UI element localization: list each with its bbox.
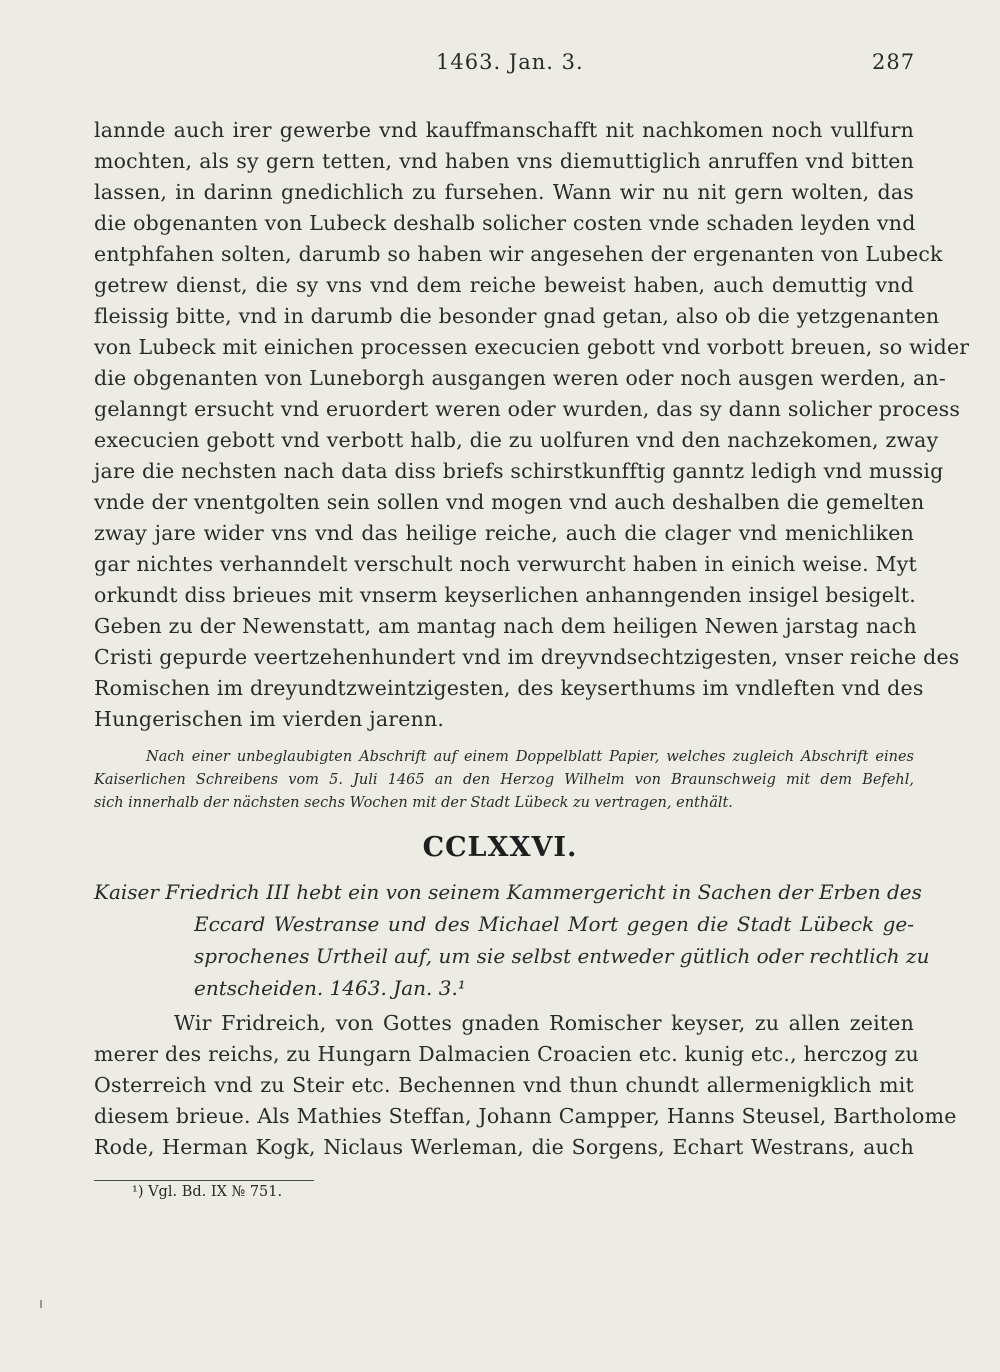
source-note-line: Kaiserlichen Schreibens vom 5. Juli 1465 an den Herzog Wilhelm von Braunschweig mit dem Befehl,: [94, 772, 914, 788]
body-line: execucien gebott vnd verbott halb, die zu uolfuren vnd den nachzekomen, zway: [94, 428, 939, 452]
body-line: Hungerischen im vierden jarenn.: [94, 707, 445, 731]
charter-line: diesem brieue. Als Mathies Steffan, Johann Campper, Hanns Steusel, Bartholome: [94, 1104, 957, 1128]
body-line: Romischen im dreyundtzweintzigesten, des keyserthums im vndleften vnd des: [94, 676, 924, 700]
body-line: Cristi gepurde veertzehenhundert vnd im dreyvndsechtzigesten, vnser reiche des: [94, 645, 960, 669]
source-note: [94, 746, 914, 815]
page-number: 287: [872, 50, 916, 74]
body-line: gelanngt ersucht vnd eruordert weren oder wurden, das sy dann solicher process: [94, 397, 961, 421]
document-number: CCLXXVI.: [422, 832, 578, 863]
body-line: von Lubeck mit einichen processen execucien gebott vnd vorbott breuen, so wider: [94, 335, 970, 359]
regest-line: Kaiser Friedrich III hebt ein von seinem Kammergericht in Sachen der Erben des: [94, 880, 922, 904]
charter-line: Osterreich vnd zu Steir etc. Bechennen vnd thun chundt allermenigklich mit: [94, 1073, 914, 1097]
running-head: [0, 50, 1000, 78]
body-line: zway jare wider vns vnd das heilige reiche, auch die clager vnd menichliken: [94, 521, 914, 545]
body-line: gar nichtes verhanndelt verschult noch verwurcht haben in einich weise. Myt: [94, 552, 917, 576]
paper-speck: [40, 1300, 42, 1308]
regest-line: sprochenes Urtheil auf, um sie selbst entweder gütlich oder rechtlich zu: [194, 944, 930, 968]
body-line: die obgenanten von Lubeck deshalb solicher costen vnde schaden leyden vnd: [94, 211, 916, 235]
charter-text: [94, 1008, 957, 1163]
body-line: entphfahen solten, darumb so haben wir angesehen der ergenanten von Lubeck: [94, 242, 943, 266]
charter-line: Rode, Herman Kogk, Niclaus Werleman, die Sorgens, Echart Westrans, auch: [94, 1135, 914, 1159]
footnote: ¹) Vgl. Bd. IX № 751.: [132, 1184, 283, 1200]
charter-line: merer des reichs, zu Hungarn Dalmacien Croacien etc. kunig etc., herczog zu: [94, 1042, 919, 1066]
source-note-line: Nach einer unbeglaubigten Abschrift auf einem Doppelblatt Papier, welches zugleich Abschrift eines: [146, 749, 914, 765]
body-text: [94, 115, 970, 735]
regest-line: entscheiden. 1463. Jan. 3.¹: [194, 976, 466, 1000]
regest-summary: [94, 876, 930, 1004]
body-line: lannde auch irer gewerbe vnd kauffmanschafft nit nachkomen noch vullfurn: [94, 118, 914, 142]
footnote-divider: [94, 1180, 314, 1181]
running-title: 1463. Jan. 3.: [436, 50, 584, 74]
charter-line: Wir Fridreich, von Gottes gnaden Romischer keyser, zu allen zeiten: [174, 1011, 914, 1035]
body-line: fleissig bitte, vnd in darumb die besonder gnad getan, also ob die yetzgenanten: [94, 304, 940, 328]
regest-line: Eccard Westranse und des Michael Mort gegen die Stadt Lübeck ge-: [194, 912, 914, 936]
body-line: jare die nechsten nach data diss briefs schirstkunfftig ganntz ledigh vnd mussig: [94, 459, 944, 483]
body-line: die obgenanten von Luneborgh ausgangen weren oder noch ausgen werden, an-: [94, 366, 946, 390]
body-line: lassen, in darinn gnedichlich zu fursehen. Wann wir nu nit gern wolten, das: [94, 180, 914, 204]
source-note-line: sich innerhalb der nächsten sechs Wochen mit der Stadt Lübeck zu vertragen, enthält.: [94, 795, 733, 811]
body-line: orkundt diss brieues mit vnserm keyserlichen anhanngenden insigel besigelt.: [94, 583, 916, 607]
body-line: mochten, als sy gern tetten, vnd haben vns diemuttiglich anruffen vnd bitten: [94, 149, 914, 173]
body-line: Geben zu der Newenstatt, am mantag nach dem heiligen Newen jarstag nach: [94, 614, 917, 638]
body-line: getrew dienst, die sy vns vnd dem reiche beweist haben, auch demuttig vnd: [94, 273, 914, 297]
body-line: vnde der vnentgolten sein sollen vnd mogen vnd auch deshalben die gemelten: [94, 490, 925, 514]
